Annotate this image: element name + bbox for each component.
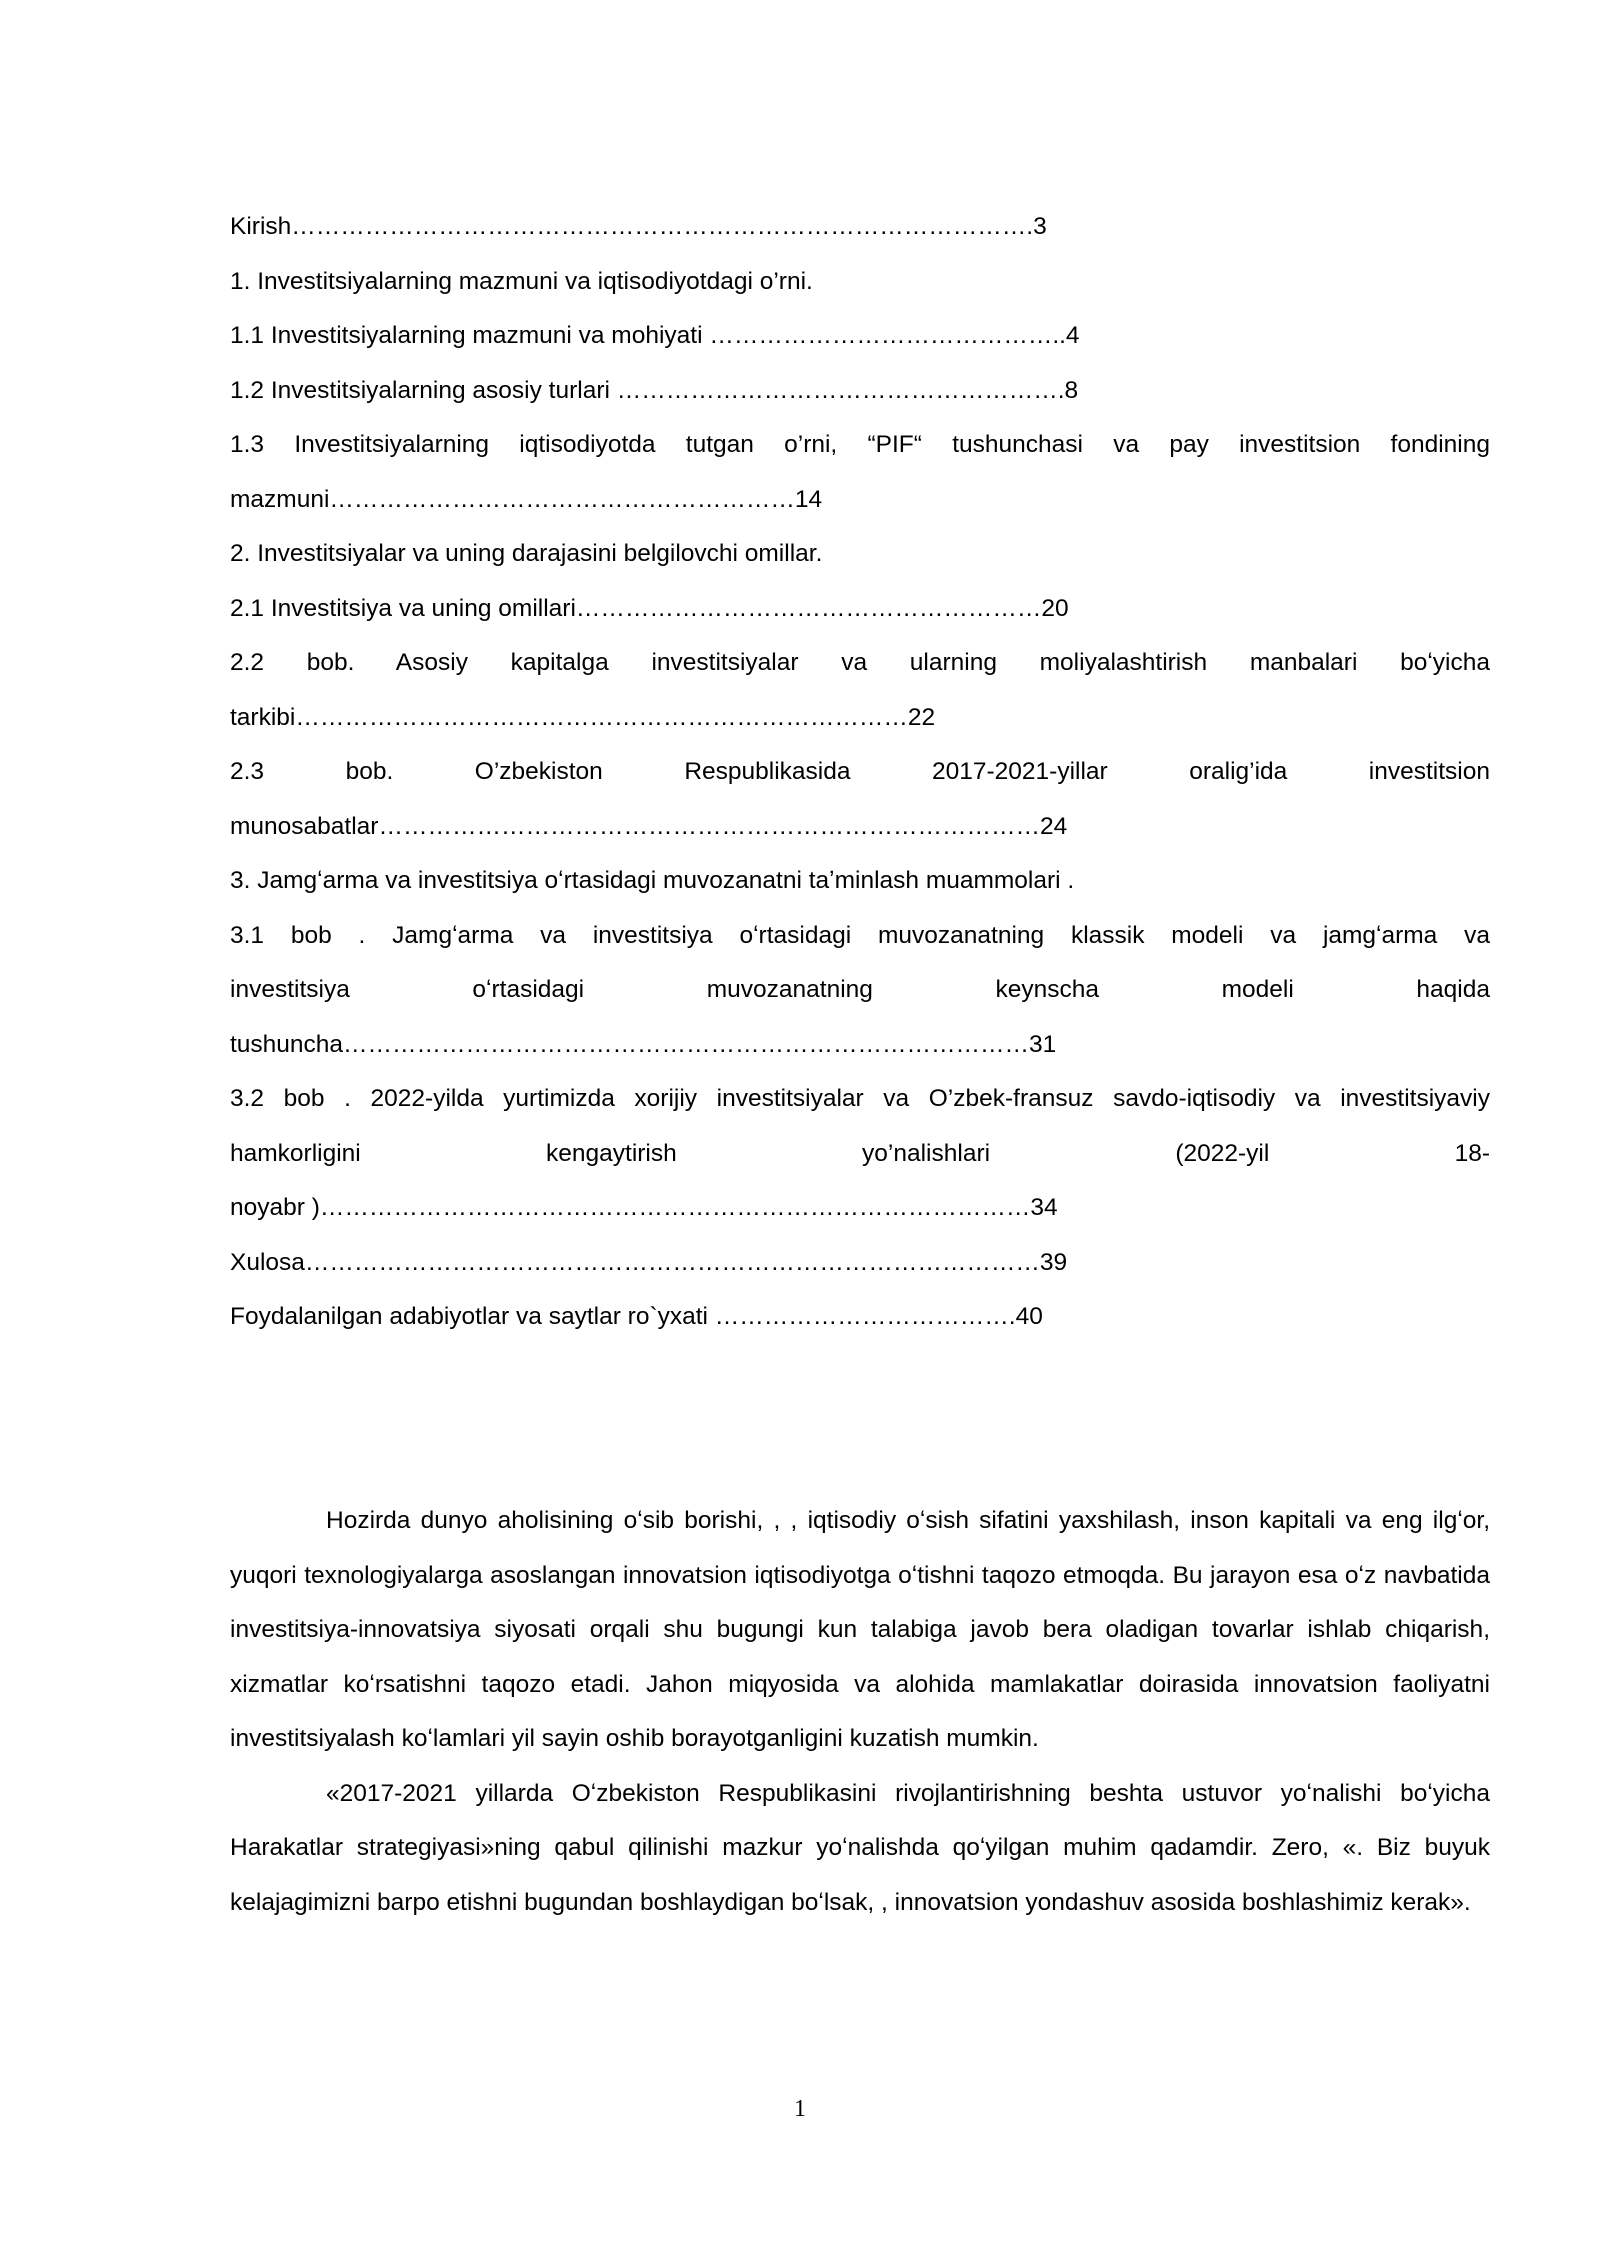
toc-entry-3-2-line-2: hamkorligini kengaytirish yo’nalishlari (2022-yil 18-: [230, 1139, 1490, 1167]
toc-entry-1-3-line-2: mazmuni…………………………………………………14: [230, 485, 823, 513]
toc-entry-3-2-line-3: noyabr )……………………………………………………………………………34: [230, 1194, 1058, 1221]
toc-entry-introduction: Kirish……………………………………………………………………………….3: [230, 213, 1047, 240]
toc-chapter-2-heading: 2. Investitsiyalar va uning darajasini belgilovchi omillar.: [230, 540, 823, 567]
toc-entry-1-2: 1.2 Investitsiyalarning asosiy turlari ……………………………………………….8: [230, 376, 1079, 404]
toc-entry-2-3-line-2: munosabatlar………………………………………………………………………24: [230, 812, 1068, 840]
toc-chapter-3-heading: 3. Jamgʻarma va investitsiya oʻrtasidagi muvozanatni taʼminlash muammolari .: [230, 867, 1075, 894]
toc-entry-references: Foydalanilgan adabiyotlar va saytlar ro`yxati ……………………………….40: [230, 1303, 1043, 1330]
toc-entry-3-1-line-3: tushuncha…………………………………………………………………………31: [230, 1030, 1057, 1058]
toc-entry-2-3-line-1: 2.3 bob. O’zbekiston Respublikasida 2017-2021-yillar oralig’ida investitsion: [230, 758, 1490, 785]
toc-entry-3-2-line-1: 3.2 bob . 2022-yilda yurtimizda xorijiy investitsiyalar va O’zbek-fransuz savdo-iqtisodiy va investitsiyaviy: [230, 1085, 1490, 1112]
paragraph-intro: Hozirda dunyo aholisining oʻsib borishi, , , iqtisodiy oʻsish sifatini yaxshilash, inson kapitali va eng ilgʻor, yuqori texnologiyalarga asoslangan innovatsion iqtisodiyotga oʻtishni taqozo etmoqda. Bu jarayon esa oʻz navbatida investitsiya-innovatsiya siyosati orqali shu bugungi kun talabiga javob bera oladigan tovarlar ishlab chiqarish, xizmatlar koʻrsatishni taqozo etadi. Jahon miqyosida va alohida mamlakatlar doirasida innovatsion faoliyatni investitsiyalash koʻlamlari yil sayin oshib borayotganligini kuzatish mumkin.: [230, 1507, 1490, 1752]
toc-entry-2-1: 2.1 Investitsiya va uning omillari…………………………………………………20: [230, 594, 1069, 622]
toc-entry-1-1: 1.1 Investitsiyalarning mazmuni va mohiyati ……………………………………..4: [230, 322, 1080, 349]
table-of-contents: [230, 200, 1490, 1345]
toc-chapter-1-heading: 1. Investitsiyalarning mazmuni va iqtisodiyotdagi o’rni.: [230, 267, 813, 295]
toc-entry-2-2-line-1: 2.2 bob. Asosiy kapitalga investitsiyalar va ularning moliyalashtirish manbalari boʻyicha: [230, 649, 1490, 676]
body-text: [230, 1494, 1490, 1930]
toc-entry-3-1-line-2: investitsiya oʻrtasidagi muvozanatning keynscha modeli haqida: [230, 976, 1490, 1003]
paragraph-strategy: «2017-2021 yillarda Oʻzbekiston Respublikasini rivojlantirishning beshta ustuvor yoʻnalishi boʻyicha Harakatlar strategiyasi»ning qabul qilinishi mazkur yoʻnalishda qoʻyilgan muhim qadamdir. Zero, «. Biz buyuk kelajagimizni barpo etishni bugundan boshlaydigan boʻlsak, , innovatsion yondashuv asosida boshlashimiz kerak».: [230, 1779, 1490, 1916]
toc-entry-2-2-line-2: tarkibi…………………………………………………………………22: [230, 703, 936, 731]
toc-entry-conclusion: Xulosa………………………………………………………………………………39: [230, 1248, 1068, 1276]
page-number: 1: [794, 2096, 806, 2122]
toc-entry-1-3-line-1: 1.3 Investitsiyalarning iqtisodiyotda tutgan o’rni, “PIF“ tushunchasi va pay investitsion fondining: [230, 431, 1490, 458]
toc-entry-3-1-line-1: 3.1 bob . Jamgʻarma va investitsiya oʻrtasidagi muvozanatning klassik modeli va jamgʻarma va: [230, 921, 1490, 949]
